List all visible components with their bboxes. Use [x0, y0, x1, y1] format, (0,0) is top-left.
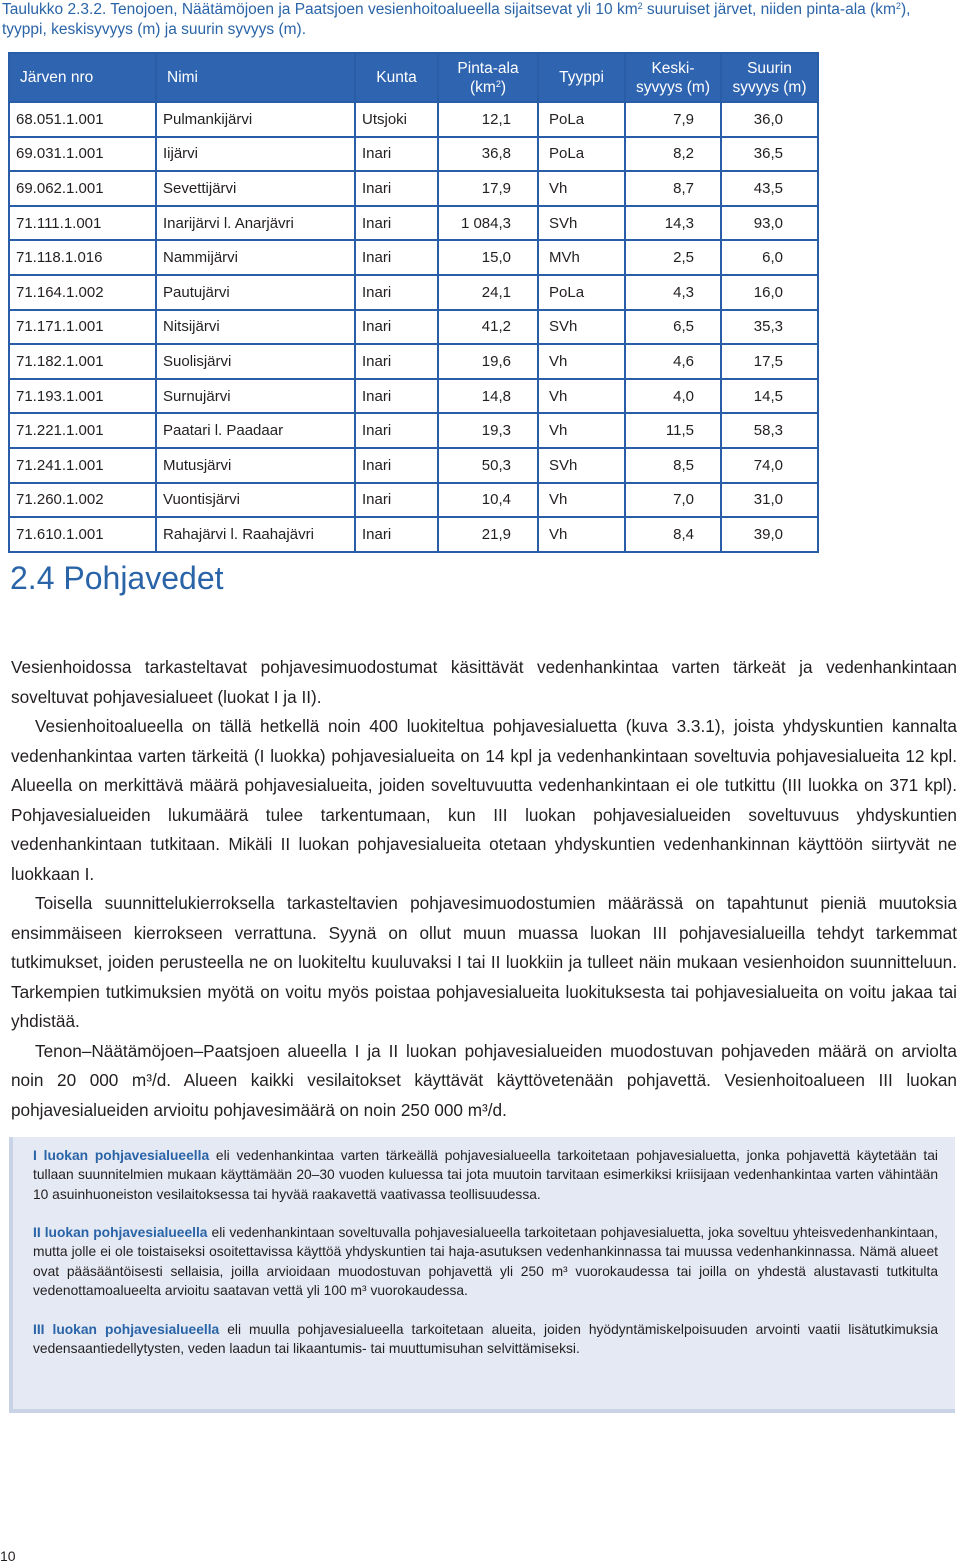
cell-lake-number: 71.182.1.001: [9, 344, 156, 379]
cell-name: Pautujärvi: [156, 275, 355, 310]
table-row: [9, 171, 818, 206]
paragraph-1: Vesienhoidossa tarkasteltavat pohjavesimuodostumat käsittävät vedenhankintaa varten tärkeät ja vedenhankintaan soveltuvat pohjavesialueet (luokat I ja II).: [11, 657, 957, 707]
cell-type: Vh: [538, 171, 625, 206]
cell-max-depth: 43,5: [721, 171, 818, 206]
cell-type: SVh: [538, 310, 625, 345]
cell-max-depth: 36,0: [721, 102, 818, 137]
cell-name: Vuontisjärvi: [156, 483, 355, 518]
paragraph-3: Toisella suunnittelukierroksella tarkasteltavien pohjavesimuodostumien määrässä on tapahtunut pieniä muutoksia ensimmäiseen kierrokseen verrattuna. Syynä on ollut muun muassa luokan III pohjavesialueilla tehdyt tarkemmat tutkimukset, joiden perusteella ne on luokiteltu kuuluvaksi I tai II luokkiin ja tulleet näin mukaan vesienhoidon suunnitteluun. Tarkempien tutkimuksien myötä on voitu myös poistaa pohjavesialueita luokituksesta tai pohjavesialueita on voitu jakaa tai yhdistää.: [11, 893, 957, 1031]
cell-name: Pulmankijärvi: [156, 102, 355, 137]
cell-lake-number: 71.171.1.001: [9, 310, 156, 345]
cell-type: Vh: [538, 379, 625, 414]
cell-municipality: Inari: [355, 344, 438, 379]
cell-lake-number: 69.062.1.001: [9, 171, 156, 206]
cell-lake-number: 71.164.1.002: [9, 275, 156, 310]
cell-name: Inarijärvi l. Anarjävri: [156, 206, 355, 241]
cell-municipality: Inari: [355, 517, 438, 552]
cell-name: Nammijärvi: [156, 240, 355, 275]
class-iii-text: eli muulla pohjavesialueella tarkoitetaan alueita, joiden hyödyntämiskelpoisuuden arvointi vaatii lisätutkimuksia vedensaantiedellytysten, veden laadun tai likaantumis- tai muuttumisuhan selvittämiseksi.: [33, 1321, 938, 1356]
cell-area: 41,2: [438, 310, 538, 345]
table-row: [9, 240, 818, 275]
cell-type: SVh: [538, 206, 625, 241]
header-max-depth-line2: syvyys (m): [732, 78, 807, 96]
header-max-depth: [721, 53, 818, 102]
cell-lake-number: 71.118.1.016: [9, 240, 156, 275]
header-municipality: Kunta: [355, 53, 438, 102]
cell-max-depth: 58,3: [721, 413, 818, 448]
cell-lake-number: 69.031.1.001: [9, 137, 156, 172]
cell-type: SVh: [538, 448, 625, 483]
cell-municipality: Inari: [355, 310, 438, 345]
cell-lake-number: 71.111.1.001: [9, 206, 156, 241]
page-number: 10: [0, 1548, 16, 1564]
cell-municipality: Inari: [355, 379, 438, 414]
definition-class-iii: [33, 1320, 938, 1359]
cell-area: 1 084,3: [438, 206, 538, 241]
cell-name: Rahajärvi l. Raahajävri: [156, 517, 355, 552]
header-lake-number: Järven nro: [9, 53, 156, 102]
cell-type: MVh: [538, 240, 625, 275]
header-area-line2: (km: [469, 78, 496, 96]
header-area: [438, 53, 538, 102]
table-row: [9, 379, 818, 414]
cell-lake-number: 71.221.1.001: [9, 413, 156, 448]
cell-name: Surnujärvi: [156, 379, 355, 414]
class-i-text: eli vedenhankintaa varten tärkeällä pohjavesialueella tarkoitetaan pohjavesialuetta, jonka pohjavettä käytetään tai tullaan suunnitelmien mukaan käyttämään 20–30 vuoden kuluessa tai jota muutoin tarvitaan esimerkiksi kriisijaan vedenhankintaa varten vähintään 10 asuinhuoneiston vesilaitoksessa tai hyvää raakavettä vaativassa teollisuudessa.: [33, 1148, 938, 1202]
cell-name: Mutusjärvi: [156, 448, 355, 483]
cell-area: 19,6: [438, 344, 538, 379]
cell-lake-number: 71.260.1.002: [9, 483, 156, 518]
cell-area: 21,9: [438, 517, 538, 552]
cell-type: Vh: [538, 517, 625, 552]
cell-municipality: Inari: [355, 206, 438, 241]
definitions-box: [9, 1137, 955, 1413]
cell-mean-depth: 4,6: [625, 344, 721, 379]
cell-municipality: Inari: [355, 275, 438, 310]
cell-name: Paatari l. Paadaar: [156, 413, 355, 448]
header-mean-depth: [625, 53, 721, 102]
cell-max-depth: 93,0: [721, 206, 818, 241]
definition-class-ii: [33, 1223, 938, 1300]
table-row: [9, 275, 818, 310]
cell-mean-depth: 6,5: [625, 310, 721, 345]
cell-area: 36,8: [438, 137, 538, 172]
header-max-depth-line1: Suurin: [747, 59, 792, 77]
header-name: Nimi: [156, 53, 355, 102]
table-row: [9, 137, 818, 172]
cell-mean-depth: 7,9: [625, 102, 721, 137]
cell-mean-depth: 8,2: [625, 137, 721, 172]
table-row: [9, 344, 818, 379]
cell-lake-number: 68.051.1.001: [9, 102, 156, 137]
cell-lake-number: 71.610.1.001: [9, 517, 156, 552]
cell-lake-number: 71.241.1.001: [9, 448, 156, 483]
cell-max-depth: 31,0: [721, 483, 818, 518]
cell-mean-depth: 2,5: [625, 240, 721, 275]
cell-type: PoLa: [538, 275, 625, 310]
body-text: [11, 653, 957, 1125]
caption-text-2: suuruiset järvet, niiden pinta-ala (km: [642, 1, 896, 18]
caption-superscript: 2: [637, 1, 643, 11]
cell-mean-depth: 8,7: [625, 171, 721, 206]
definition-class-i: [33, 1146, 938, 1204]
caption-superscript-2: 2: [895, 1, 901, 11]
class-ii-text: eli vedenhankintaan soveltuvalla pohjavesialueella tarkoitetaan pohjavesialuetta, joka soveltuu yhteisvedenhankintaan, mutta jolle ei ole toistaiseksi osoitettavissa käyttöä yhdyskuntien tai haja-asutuksen vedenhankinnassa tai muussa vedenhankinnassa. Nämä alueet ovat pääsääntöisesti sellaisia, joilla arvioidaan muodostuvan pohjavettä yli 250 m³ vuorokaudessa tai joilla on yhdestä alustavasti tutkitulta vedenottamoalueelta arvioitu saatavan vettä yli 100 m³ vuorokaudessa.: [33, 1225, 939, 1299]
header-area-line1: Pinta-ala: [457, 59, 519, 77]
table-row: [9, 517, 818, 552]
table-row: [9, 483, 818, 518]
cell-name: Nitsijärvi: [156, 310, 355, 345]
cell-type: Vh: [538, 483, 625, 518]
cell-area: 17,9: [438, 171, 538, 206]
cell-mean-depth: 11,5: [625, 413, 721, 448]
paragraph-4: Tenon–Näätämöjoen–Paatsjoen alueella I ja II luokan pohjavesialueiden muodostuvan pohjaveden määrä on arviolta noin 20 000 m³/d. Alueen kaikki vesilaitokset käyttävät käyttövetenään pohjavettä. Vesienhoitoalueen III luokan pohjavesialueiden arvioitu pohjavesimäärä on noin 250 000 m³/d.: [11, 1040, 957, 1120]
cell-max-depth: 36,5: [721, 137, 818, 172]
table-row: [9, 206, 818, 241]
cell-mean-depth: 4,0: [625, 379, 721, 414]
cell-max-depth: 14,5: [721, 379, 818, 414]
cell-municipality: Inari: [355, 171, 438, 206]
header-mean-depth-line2: syvyys (m): [635, 78, 711, 96]
cell-name: Suolisjärvi: [156, 344, 355, 379]
cell-area: 24,1: [438, 275, 538, 310]
cell-municipality: Inari: [355, 413, 438, 448]
section-heading: 2.4 Pohjavedet: [10, 560, 224, 596]
table-row: [9, 310, 818, 345]
paragraph-2: Vesienhoitoalueella on tällä hetkellä noin 400 luokiteltua pohjavesialuetta (kuva 3.3.1), joista yhdyskuntien kannalta vedenhankintaa varten tärkeitä (I luokka) pohjavesialueita on 14 kpl ja vedenhankintaan soveltuvia pohjavesialueita 12 kpl. Alueella on merkittävä määrä pohjavesialueita, joiden soveltuvuutta vedenhankintaan ei ole tutkittu (III luokka on 371 kpl). Pohjavesialueiden lukumäärä tulee tarkentumaan, kun III luokan pohjavesialueiden soveltuvuus yhdyskuntien vedenhankintaan tutkitaan. Mikäli II luokan pohjavesialueita otetaan yhdyskuntien vedenhankinnan käyttöön siirtyvät ne luokkaan I.: [11, 716, 957, 884]
cell-area: 14,8: [438, 379, 538, 414]
class-ii-term: II luokan pohjavesialueella: [33, 1225, 208, 1241]
cell-mean-depth: 14,3: [625, 206, 721, 241]
cell-name: Iijärvi: [156, 137, 355, 172]
cell-max-depth: 74,0: [721, 448, 818, 483]
cell-type: PoLa: [538, 137, 625, 172]
cell-area: 12,1: [438, 102, 538, 137]
table-row: [9, 102, 818, 137]
header-type: Tyyppi: [538, 53, 625, 102]
table-header-row: [9, 53, 818, 102]
cell-mean-depth: 4,3: [625, 275, 721, 310]
lakes-table: [8, 52, 819, 553]
class-i-term: I luokan pohjavesialueella: [33, 1148, 210, 1163]
header-area-sup: 2: [495, 78, 501, 89]
cell-max-depth: 17,5: [721, 344, 818, 379]
table-row: [9, 413, 818, 448]
table-row: [9, 448, 818, 483]
cell-name: Sevettijärvi: [156, 171, 355, 206]
cell-max-depth: 39,0: [721, 517, 818, 552]
cell-mean-depth: 8,5: [625, 448, 721, 483]
cell-lake-number: 71.193.1.001: [9, 379, 156, 414]
cell-municipality: Inari: [355, 448, 438, 483]
cell-municipality: Inari: [355, 240, 438, 275]
cell-municipality: Inari: [355, 483, 438, 518]
cell-area: 10,4: [438, 483, 538, 518]
table-body: [9, 102, 818, 552]
cell-mean-depth: 8,4: [625, 517, 721, 552]
table-caption: [2, 0, 952, 40]
cell-area: 50,3: [438, 448, 538, 483]
cell-type: Vh: [538, 413, 625, 448]
cell-max-depth: 6,0: [721, 240, 818, 275]
header-area-close: ): [500, 78, 506, 96]
cell-type: Vh: [538, 344, 625, 379]
cell-mean-depth: 7,0: [625, 483, 721, 518]
cell-max-depth: 16,0: [721, 275, 818, 310]
cell-type: PoLa: [538, 102, 625, 137]
header-mean-depth-line1: Keski-: [651, 59, 695, 77]
caption-text: Taulukko 2.3.2. Tenojoen, Näätämöjoen ja Paatsjoen vesienhoitoalueella sijaitsevat yli 10 km: [2, 1, 638, 18]
caption-text-3: ), tyyppi, keskisyvyys (m) ja suurin syvyys (m).: [2, 1, 911, 38]
class-iii-term: III luokan pohjavesialueella: [33, 1321, 220, 1337]
cell-area: 15,0: [438, 240, 538, 275]
cell-max-depth: 35,3: [721, 310, 818, 345]
cell-municipality: Utsjoki: [355, 102, 438, 137]
cell-area: 19,3: [438, 413, 538, 448]
cell-municipality: Inari: [355, 137, 438, 172]
